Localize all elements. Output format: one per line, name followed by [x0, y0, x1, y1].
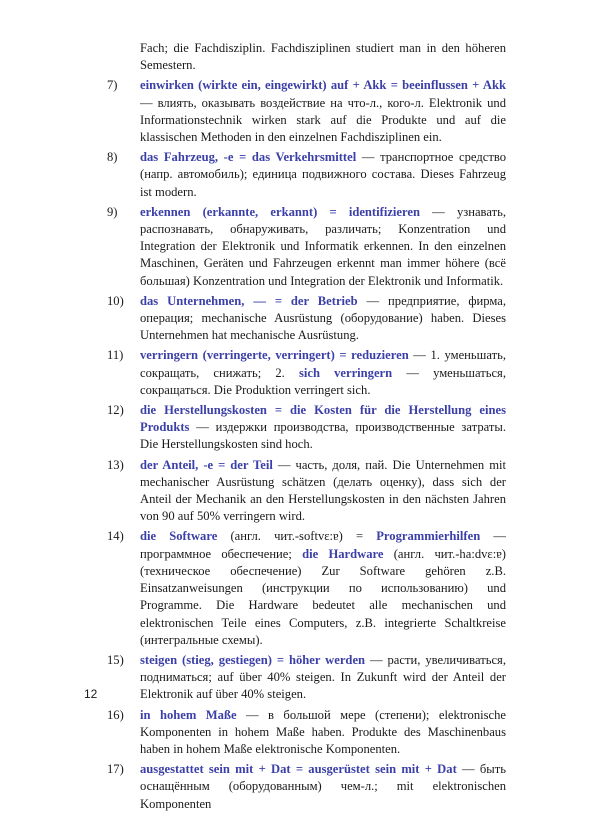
entry-text: — расти, увеличиваться, подниматься; auf über 40% steigen. In Zukunft wird der Anteil der Elektronik auf über 40% steigen.: [140, 652, 506, 702]
entry-number: 10): [107, 293, 124, 308]
entry-number: 16): [107, 707, 124, 722]
entry-term: ausgestattet sein mit + Dat = ausgerüstet sein mit + Dat: [140, 762, 457, 777]
glossary-entry-10: [108, 293, 506, 345]
glossary-entry-7: [108, 77, 506, 146]
entry-term: in hohem Maße: [140, 707, 237, 722]
entry-term: steigen (stieg, gestiegen) = höher werden: [140, 652, 366, 667]
entry-text: Fach; die Fachdisziplin. Fachdisziplinen studiert man in den höheren Semestern.: [140, 41, 506, 73]
glossary-entry-continued: [108, 40, 506, 74]
entry-term: das Fahrzeug, -e = das Verkehrsmittel: [140, 150, 357, 165]
glossary-entry-16: [108, 707, 506, 759]
glossary-entry-8: [108, 149, 506, 201]
entry-term: die Herstellungskosten = die Kosten für die Herstellung eines Produkts: [140, 403, 506, 435]
entry-number: 9): [107, 204, 118, 219]
entry-text: — часть, доля, пай. Die Unternehmen mit mechanischer Ausrüstung schätzen (делать оценку), dass sich der Anteil der Mechanik an den Herstellungskosten in den nächsten Jahren von 90 auf 50% verringern wird.: [140, 457, 506, 524]
entry-number: 12): [107, 403, 124, 418]
glossary-entry-12: [108, 402, 506, 454]
entry-number: 13): [107, 457, 124, 472]
entry-number: 8): [107, 150, 118, 165]
entry-text: — влиять, оказывать воздействие на что-л., кого-л. Elektronik und Informationstechnik wirken stark auf die Produkte und auf die klassischen Methoden in den einzelnen Fachdisziplinen ein.: [140, 95, 506, 145]
entry-term-secondary: sich verringern: [298, 365, 393, 380]
entry-text: (англ. чит.-softvɛ:ɐ) =: [217, 529, 377, 544]
entry-text: — узнавать, распознавать, обнаруживать, различать; Konzentration und Integration der Elektronik und Informatik erkennen. In den einzelnen Maschinen, Geräten und Fahrzeugen erkennt man immer höhere (всё большая) Konzentration und Integration der Elektronik und Informatik.: [140, 204, 506, 288]
entry-term: der Anteil, -e = der Teil: [140, 457, 273, 472]
entry-text: — издержки производства, производственные затраты. Die Herstellungskosten sind hoch.: [140, 420, 506, 452]
glossary-entry-9: [108, 204, 506, 290]
entry-text-tertiary: (англ. чит.-ha:dvɛ:ɐ) (техническое обеспечение) Zur Software gehören z.B. Einsatzanweisungen (инструкции по использованию) und Programme. Die Hardware bedeutet alle mechanischen und elektronischen Teile eines Computers, z.B. integrierte Schaltkreise (интегральные схемы).: [140, 546, 506, 647]
entry-text: — транспортное средство (напр. автомобиль); единица подвижного состава. Dieses Fahrzeug ist modern.: [140, 150, 506, 199]
entry-term: verringern (verringerte, verringert) = reduzieren: [140, 348, 409, 363]
entry-text-secondary: — программное обеспечение;: [140, 529, 506, 561]
glossary-entry-15: [108, 652, 506, 704]
entry-text-secondary: — уменьшаться, сокращаться. Die Produktion verringert sich.: [140, 365, 506, 397]
entry-number: 15): [107, 652, 124, 667]
glossary-entry-17: [108, 761, 506, 813]
entry-text: — в большой мере (степени); elektronische Komponenten in hohem Maße haben. Produkte des Maschinenbaus haben in hohem Maße elektronische Komponenten.: [140, 707, 506, 756]
entry-text: — быть оснащённым (оборудованным) чем-л.; mit elektronischen Komponenten: [140, 762, 506, 811]
entry-number: 11): [107, 348, 124, 363]
glossary-entry-11: [108, 347, 506, 399]
entry-number: 17): [107, 762, 124, 777]
entry-number: 7): [107, 78, 118, 93]
page-number: 12: [84, 687, 98, 701]
entry-number: 14): [107, 529, 124, 544]
entry-term: einwirken (wirkte ein, eingewirkt) auf + Akk = beeinflussen + Akk: [140, 78, 506, 93]
entry-term: erkennen (erkannte, erkannt) = identifizieren: [140, 204, 420, 219]
glossary-entry-13: [108, 457, 506, 526]
entry-term: die Software: [140, 529, 218, 544]
glossary-page: [108, 40, 506, 816]
entry-text: — предприятие, фирма, операция; mechanische Ausrüstung (оборудование) haben. Dieses Unternehmen hat mechanische Ausrüstung.: [140, 293, 506, 343]
entry-text: — 1. уменьшать, сокращать, снижать; 2.: [140, 348, 506, 380]
entry-term: das Unternehmen, — = der Betrieb: [140, 293, 358, 308]
entry-term-secondary: Programmierhilfen: [376, 529, 481, 544]
glossary-entry-14: [108, 528, 506, 648]
entry-term-tertiary: die Hardware: [302, 546, 384, 561]
